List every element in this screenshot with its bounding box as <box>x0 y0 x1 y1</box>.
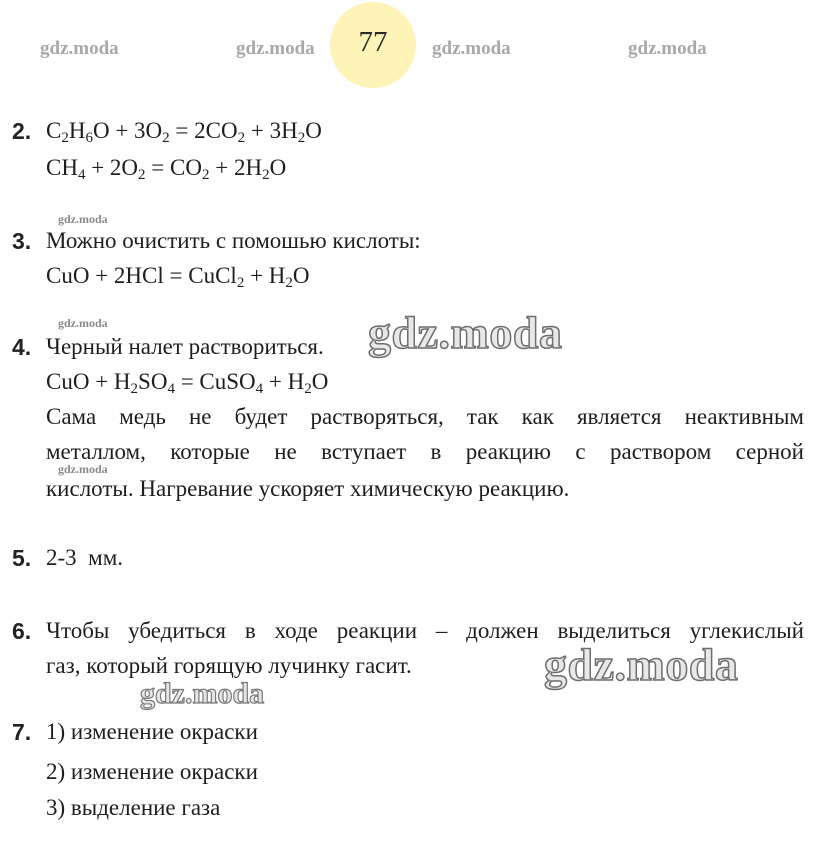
task-number: 2. <box>12 118 32 144</box>
task-number: 5. <box>12 545 32 571</box>
task-number: 3. <box>12 228 32 254</box>
answer-text: Можно очистить с помошью кислоты: <box>46 228 421 253</box>
task-number: 4. <box>12 334 32 360</box>
equation: $C_2H_6O + 3O_2 = 2CO_2 + 3H_2O$ <box>46 118 322 146</box>
page-number: 77 <box>358 26 388 58</box>
answer-paragraph: Чтобы убедиться в ходе реакции – должен выделиться углекислый <box>46 618 804 643</box>
task-number: 7. <box>12 719 32 745</box>
answer-paragraph: металлом, которые не вступает в реакцию с раствором серной <box>46 439 804 464</box>
watermark: gdz.moda <box>40 38 119 59</box>
answer-paragraph: кислоты. Нагревание ускоряет химическую реакцию. <box>46 476 570 501</box>
answer-text: Черный налет раствориться. <box>46 334 324 359</box>
watermark: gdz.moda <box>58 212 108 226</box>
answer-paragraph: газ, который горящую лучинку гасит. <box>46 653 412 678</box>
watermark: gdz.moda <box>628 38 707 59</box>
watermark: gdz.moda <box>236 38 315 59</box>
list-item: 1) изменение окраски <box>46 719 258 744</box>
answer-text: 2-3 мм. <box>46 545 124 570</box>
watermark: gdz.moda <box>140 677 265 710</box>
watermark: gdz.moda <box>432 38 511 59</box>
equation: CuO + $H_2SO_4$ = CuSO$_4$ + $H_2O$ <box>46 369 329 397</box>
watermark: gdz.moda <box>58 316 108 330</box>
equation: CuO + 2HCl = CuCl$_2$ + $H_2O$ <box>46 263 310 291</box>
equation: $CH_4 + 2O_2 = CO_2 + 2H_2O$ <box>46 155 287 183</box>
watermark: gdz.moda <box>368 307 563 358</box>
list-item: 3) выделение газа <box>46 795 221 820</box>
answer-paragraph: Сама медь не будет растворяться, так как является неактивным <box>46 404 804 429</box>
list-item: 2) изменение окраски <box>46 759 258 784</box>
task-number: 6. <box>12 618 32 644</box>
watermark: gdz.moda <box>544 639 739 690</box>
watermark: gdz.moda <box>58 462 108 476</box>
